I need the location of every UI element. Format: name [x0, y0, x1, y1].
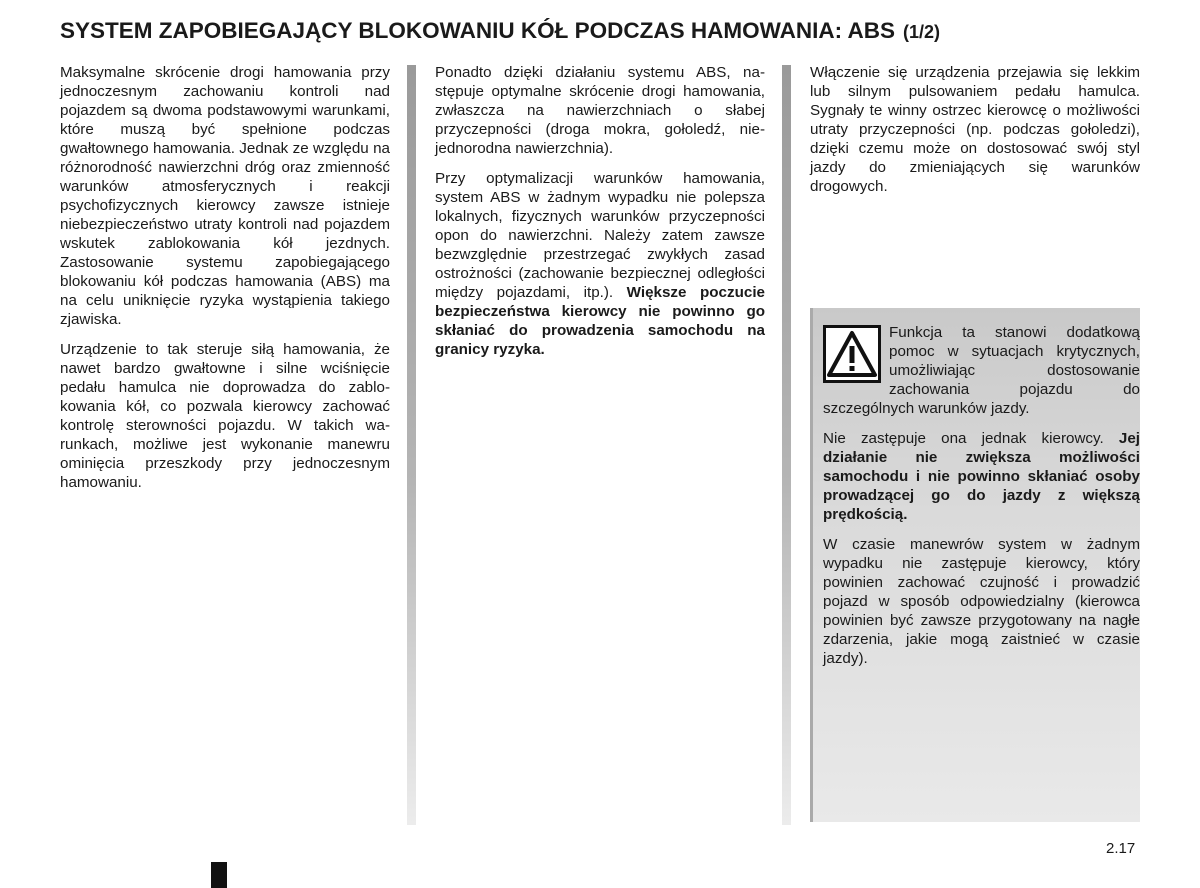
page-indicator: (1/2) — [903, 22, 941, 42]
column-3 — [810, 63, 1140, 207]
paragraph-text: Nie zastępuje ona jednak kierowcy. — [823, 430, 1104, 447]
warning-triangle-icon — [823, 325, 881, 383]
bold-emphasis: Jej działanie nie zwiększa możliwości samochodu i nie powinno skłaniać osoby prowadzącej go do jazdy z większą prędkością. — [823, 430, 1140, 523]
paragraph — [823, 429, 1140, 524]
page-edge-marker — [211, 862, 227, 888]
column-divider — [407, 65, 416, 825]
paragraph: Włączenie się urządzenia przejawia się lekkim lub silnym pulsowaniem pedału hamulca. Sygnały te winny ostrzec kierowcę o możliwości utraty przyczepności (np. podczas gołoledzi), dzięki czemu może on dostosować swój styl jazdy do zmieniających się warunków drogowych. — [810, 64, 1140, 195]
column-2 — [435, 63, 765, 370]
column-1 — [60, 63, 390, 503]
page-title — [60, 18, 940, 44]
paragraph: Ponadto dzięki działaniu systemu ABS, następuje optymalne skrócenie drogi hamowania, zwłaszcza na nawierzchniach o słabej przyczepności (droga mokra, gołoledź, niejednorodna nawierzchnia). — [435, 64, 765, 157]
title-text: SYSTEM ZAPOBIEGAJĄCY BLOKOWANIU KÓŁ PODCZAS HAMOWANIA: ABS — [60, 18, 896, 43]
paragraph: Urządzenie to tak steruje siłą hamowania, że nawet bardzo gwałtowne i silne wciśnięcie pedału hamulca nie doprowadza do zablokowania kół, co pozwala kierowcy zachować kontrolę sterowności pojazdu. W takich warunkach, możliwe jest wykonanie manewru ominięcia przeszkody przy jednoczesnym hamowaniu. — [60, 341, 390, 491]
paragraph: W czasie manewrów system w żadnym wypadku nie zastępuje kierowcy, który powinien zachować czujność i prowadzić pojazd w sposób odpowiedzialny (kierowca powinien być zawsze przygotowany na nagłe zdarzenia, jakie mogą zaistnieć w czasie jazdy). — [823, 536, 1140, 667]
paragraph — [435, 169, 765, 359]
paragraph: Maksymalne skrócenie drogi hamowania przy jednoczesnym zachowaniu kontroli nad pojazdem są dwoma podstawowymi warunkami, które muszą być spełnione podczas gwałtownego hamowania. Jednak ze względu na różnorodność nawierzchni dróg oraz zmienność warunków atmosferycznych i reakcji psychofizycznych kierowcy zawsze istnieje niebezpieczeństwo utraty kontroli nad pojazdem wskutek zablokowania kół jezdnych. Zastosowanie systemu zapobiegającego blokowaniu kół podczas hamowania (ABS) ma na celu uniknięcie ryzyka wystąpienia takiego zjawiska. — [60, 64, 390, 328]
warning-box-content — [810, 323, 1140, 679]
paragraph-text: Przy optymalizacji warunków hamowania, system ABS w żadnym wypadku nie polepsza lokalnych, fizycznych warunków przyczepności opon do nawierzchni. Należy zatem zawsze bezwzględnie przestrzegać zwykłych zasad ostrożności (zachowanie bezpiecznej odległości między pojazdami, itp.). — [435, 170, 765, 301]
page-number: 2.17 — [1106, 840, 1136, 857]
paragraph: Funkcja ta stanowi dodatkową pomoc w sytuacjach krytycznych, umożliwiając dostosowanie zachowania pojazdu do szczególnych warunków jazdy. — [823, 324, 1140, 417]
column-divider — [782, 65, 791, 825]
bold-emphasis: Większe poczucie bezpieczeństwa kierowcy nie powinno go skłaniać do prowadzenia samochodu na granicy ryzyka. — [435, 284, 765, 358]
